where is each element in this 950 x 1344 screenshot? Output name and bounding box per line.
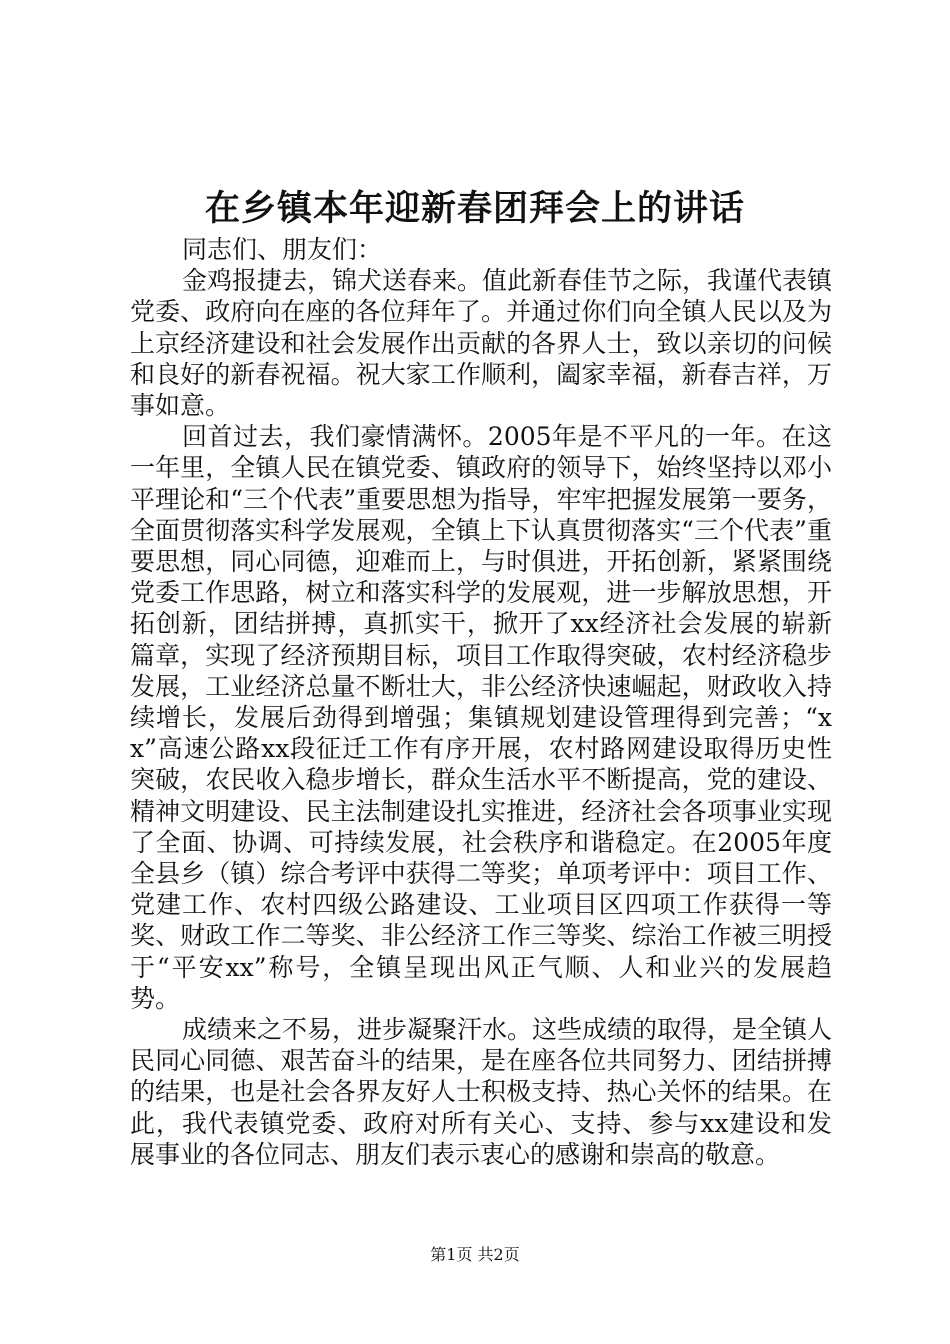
paragraph-thanks: 成绩来之不易，进步凝聚汗水。这些成绩的取得，是全镇人民同心同德、艰苦奋斗的结果，是在座各位共同努力、团结拼搏的结果，也是社会各界友好人士积极支持、热心关怀的结果。在此，我代表镇党委、政府对所有关心、支持、参与xx建设和发展事业的各位同志、朋友们表示衷心的感谢和崇高的敬意。 [130,1015,833,1169]
paragraph-review: 回首过去，我们豪情满怀。2005年是不平凡的一年。在这一年里，全镇人民在镇党委、镇政府的领导下，始终坚持以邓小平理论和“三个代表”重要思想为指导，牢牢把握发展第一要务，全面贯彻落实科学发展观，全镇上下认真贯彻落实“三个代表”重要思想，同心同德，迎难而上，与时俱进，开拓创新，紧紧围绕党委工作思路，树立和落实科学的发展观，进一步解放思想，开拓创新，团结拼搏，真抓实干，掀开了xx经济社会发展的崭新篇章，实现了经济预期目标，项目工作取得突破，农村经济稳步发展，工业经济总量不断壮大，非公经济快速崛起，财政收入持续增长，发展后劲得到增强；集镇规划建设管理得到完善；“xx”高速公路xx段征迁工作有序开展，农村路网建设取得历史性突破，农民收入稳步增长，群众生活水平不断提高，党的建设、精神文明建设、民主法制建设扎实推进，经济社会各项事业实现了全面、协调、可持续发展，社会秩序和谐稳定。在2005年度全县乡（镇）综合考评中获得二等奖；单项考评中：项目工作、党建工作、农村四级公路建设、工业项目区四项工作获得一等奖、财政工作二等奖、非公经济工作三等奖、综治工作被三明授于“平安xx”称号，全镇呈现出风正气顺、人和业兴的发展趋势。 [130,422,832,1013]
paragraph-greeting: 金鸡报捷去，锦犬送春来。值此新春佳节之际，我谨代表镇党委、政府向在座的各位拜年了。并通过你们向全镇人民以及为上京经济建设和社会发展作出贡献的各界人士，致以亲切的问候和良好的新春祝福。祝大家工作顺利，阖家幸福，新春吉祥，万事如意。 [130,266,833,421]
page-footer: 第1页 共2页 [430,1245,520,1264]
salutation: 同志们、朋友们： [182,235,383,264]
document-title: 在乡镇本年迎新春团拜会上的讲话 [204,188,745,229]
document-body [130,234,832,1170]
